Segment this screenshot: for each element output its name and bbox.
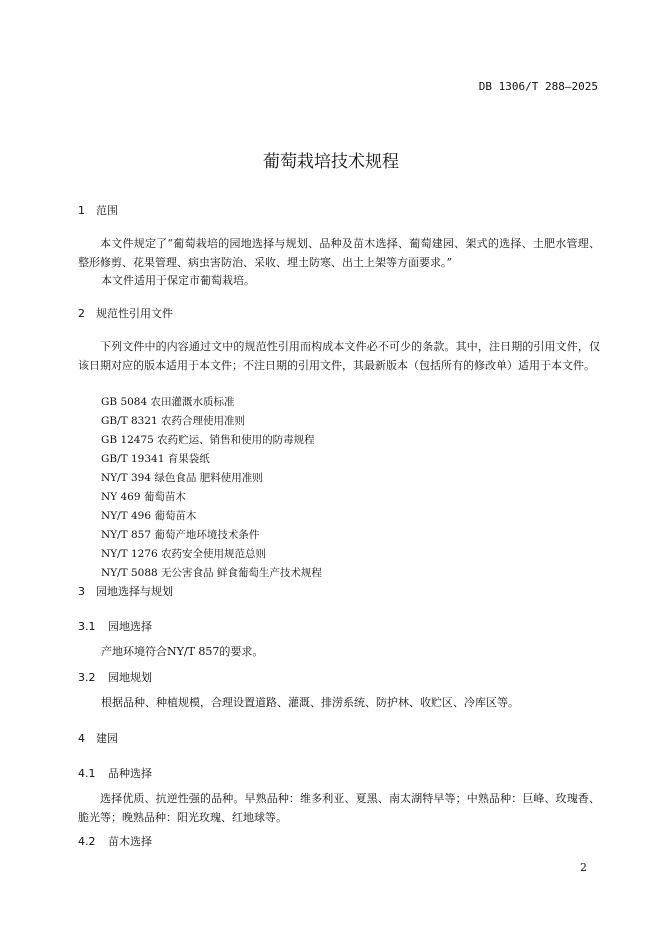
reference-item: GB 12475 农药贮运、销售和使用的防毒规程: [101, 434, 315, 446]
paragraph: 下列文件中的内容通过文中的规范性引用而构成本文件必不可少的条款。其中，注日期的引用文件，仅该日期对应的版本适用于本文件；不注日期的引用文件，其最新版本（包括所有的修改单）适用于本文件。: [78, 340, 600, 372]
subsection-4-1-heading: [78, 765, 152, 781]
paragraph: 根据品种、种植规模，合理设置道路、灌溉、排涝系统、防护林、收贮区、冷库区等。: [101, 696, 519, 709]
paragraph: 产地环境符合NY/T 857的要求。: [101, 645, 264, 658]
paragraph: 本文件规定了“葡萄栽培的园地选择与规划、品种及苗木选择、葡萄建园、架式的选择、土肥水管理、整形修剪、花果管理、病虫害防治、采收、埋土防寒、出土上架等方面要求。”: [78, 237, 600, 269]
subsection-number: 4.1: [78, 767, 96, 780]
subsection-title: 苗木选择: [108, 835, 152, 848]
reference-item: NY/T 857 葡萄产地环境技术条件: [101, 529, 260, 541]
section-title: 范围: [96, 204, 118, 217]
document-number: DB 1306/T 288—2025: [478, 80, 598, 93]
paragraph: 选择优质、抗逆性强的品种。早熟品种：维多利亚、夏黑、南太湖特早等；中熟品种：巨峰、玫瑰香、脆光等；晚熟品种：阳光玫瑰、红地球等。: [78, 792, 600, 824]
subsection-3-1-heading: [78, 618, 152, 634]
subsection-4-2-heading: [78, 833, 152, 849]
subsection-number: 3.2: [78, 671, 96, 684]
subsection-3-2-heading: [78, 669, 152, 685]
subsection-number: 4.2: [78, 835, 96, 848]
reference-item: NY/T 496 葡萄苗木: [101, 510, 197, 522]
reference-item: GB/T 8321 农药合理使用准则: [101, 415, 246, 427]
subsection-number: 3.1: [78, 620, 96, 633]
section-title: 规范性引用文件: [96, 307, 173, 320]
section-1-heading: [78, 202, 118, 218]
section-number: 2: [78, 307, 85, 320]
subsection-title: 园地选择: [108, 620, 152, 633]
section-3-heading: [78, 583, 173, 599]
page-number: 2: [580, 861, 587, 874]
section-2-heading: [78, 305, 173, 321]
reference-item: NY 469 葡萄苗木: [101, 491, 186, 503]
document-title: 葡萄栽培技术规程: [263, 152, 399, 172]
section-number: 3: [78, 585, 85, 598]
subsection-title: 园地规划: [108, 671, 152, 684]
reference-item: NY/T 1276 农药安全使用规范总则: [101, 548, 267, 560]
reference-item: NY/T 5088 无公害食品 鲜食葡萄生产技术规程: [101, 567, 322, 579]
reference-item: GB 5084 农田灌溉水质标准: [101, 396, 235, 408]
subsection-title: 品种选择: [108, 767, 152, 780]
paragraph: 本文件适用于保定市葡萄栽培。: [101, 274, 255, 287]
section-number: 4: [78, 732, 85, 745]
section-4-heading: [78, 730, 118, 746]
section-title: 建园: [96, 732, 118, 745]
reference-item: NY/T 394 绿色食品 肥料使用准则: [101, 472, 263, 484]
reference-item: GB/T 19341 育果袋纸: [101, 453, 210, 465]
section-title: 园地选择与规划: [96, 585, 173, 598]
section-number: 1: [78, 204, 85, 217]
